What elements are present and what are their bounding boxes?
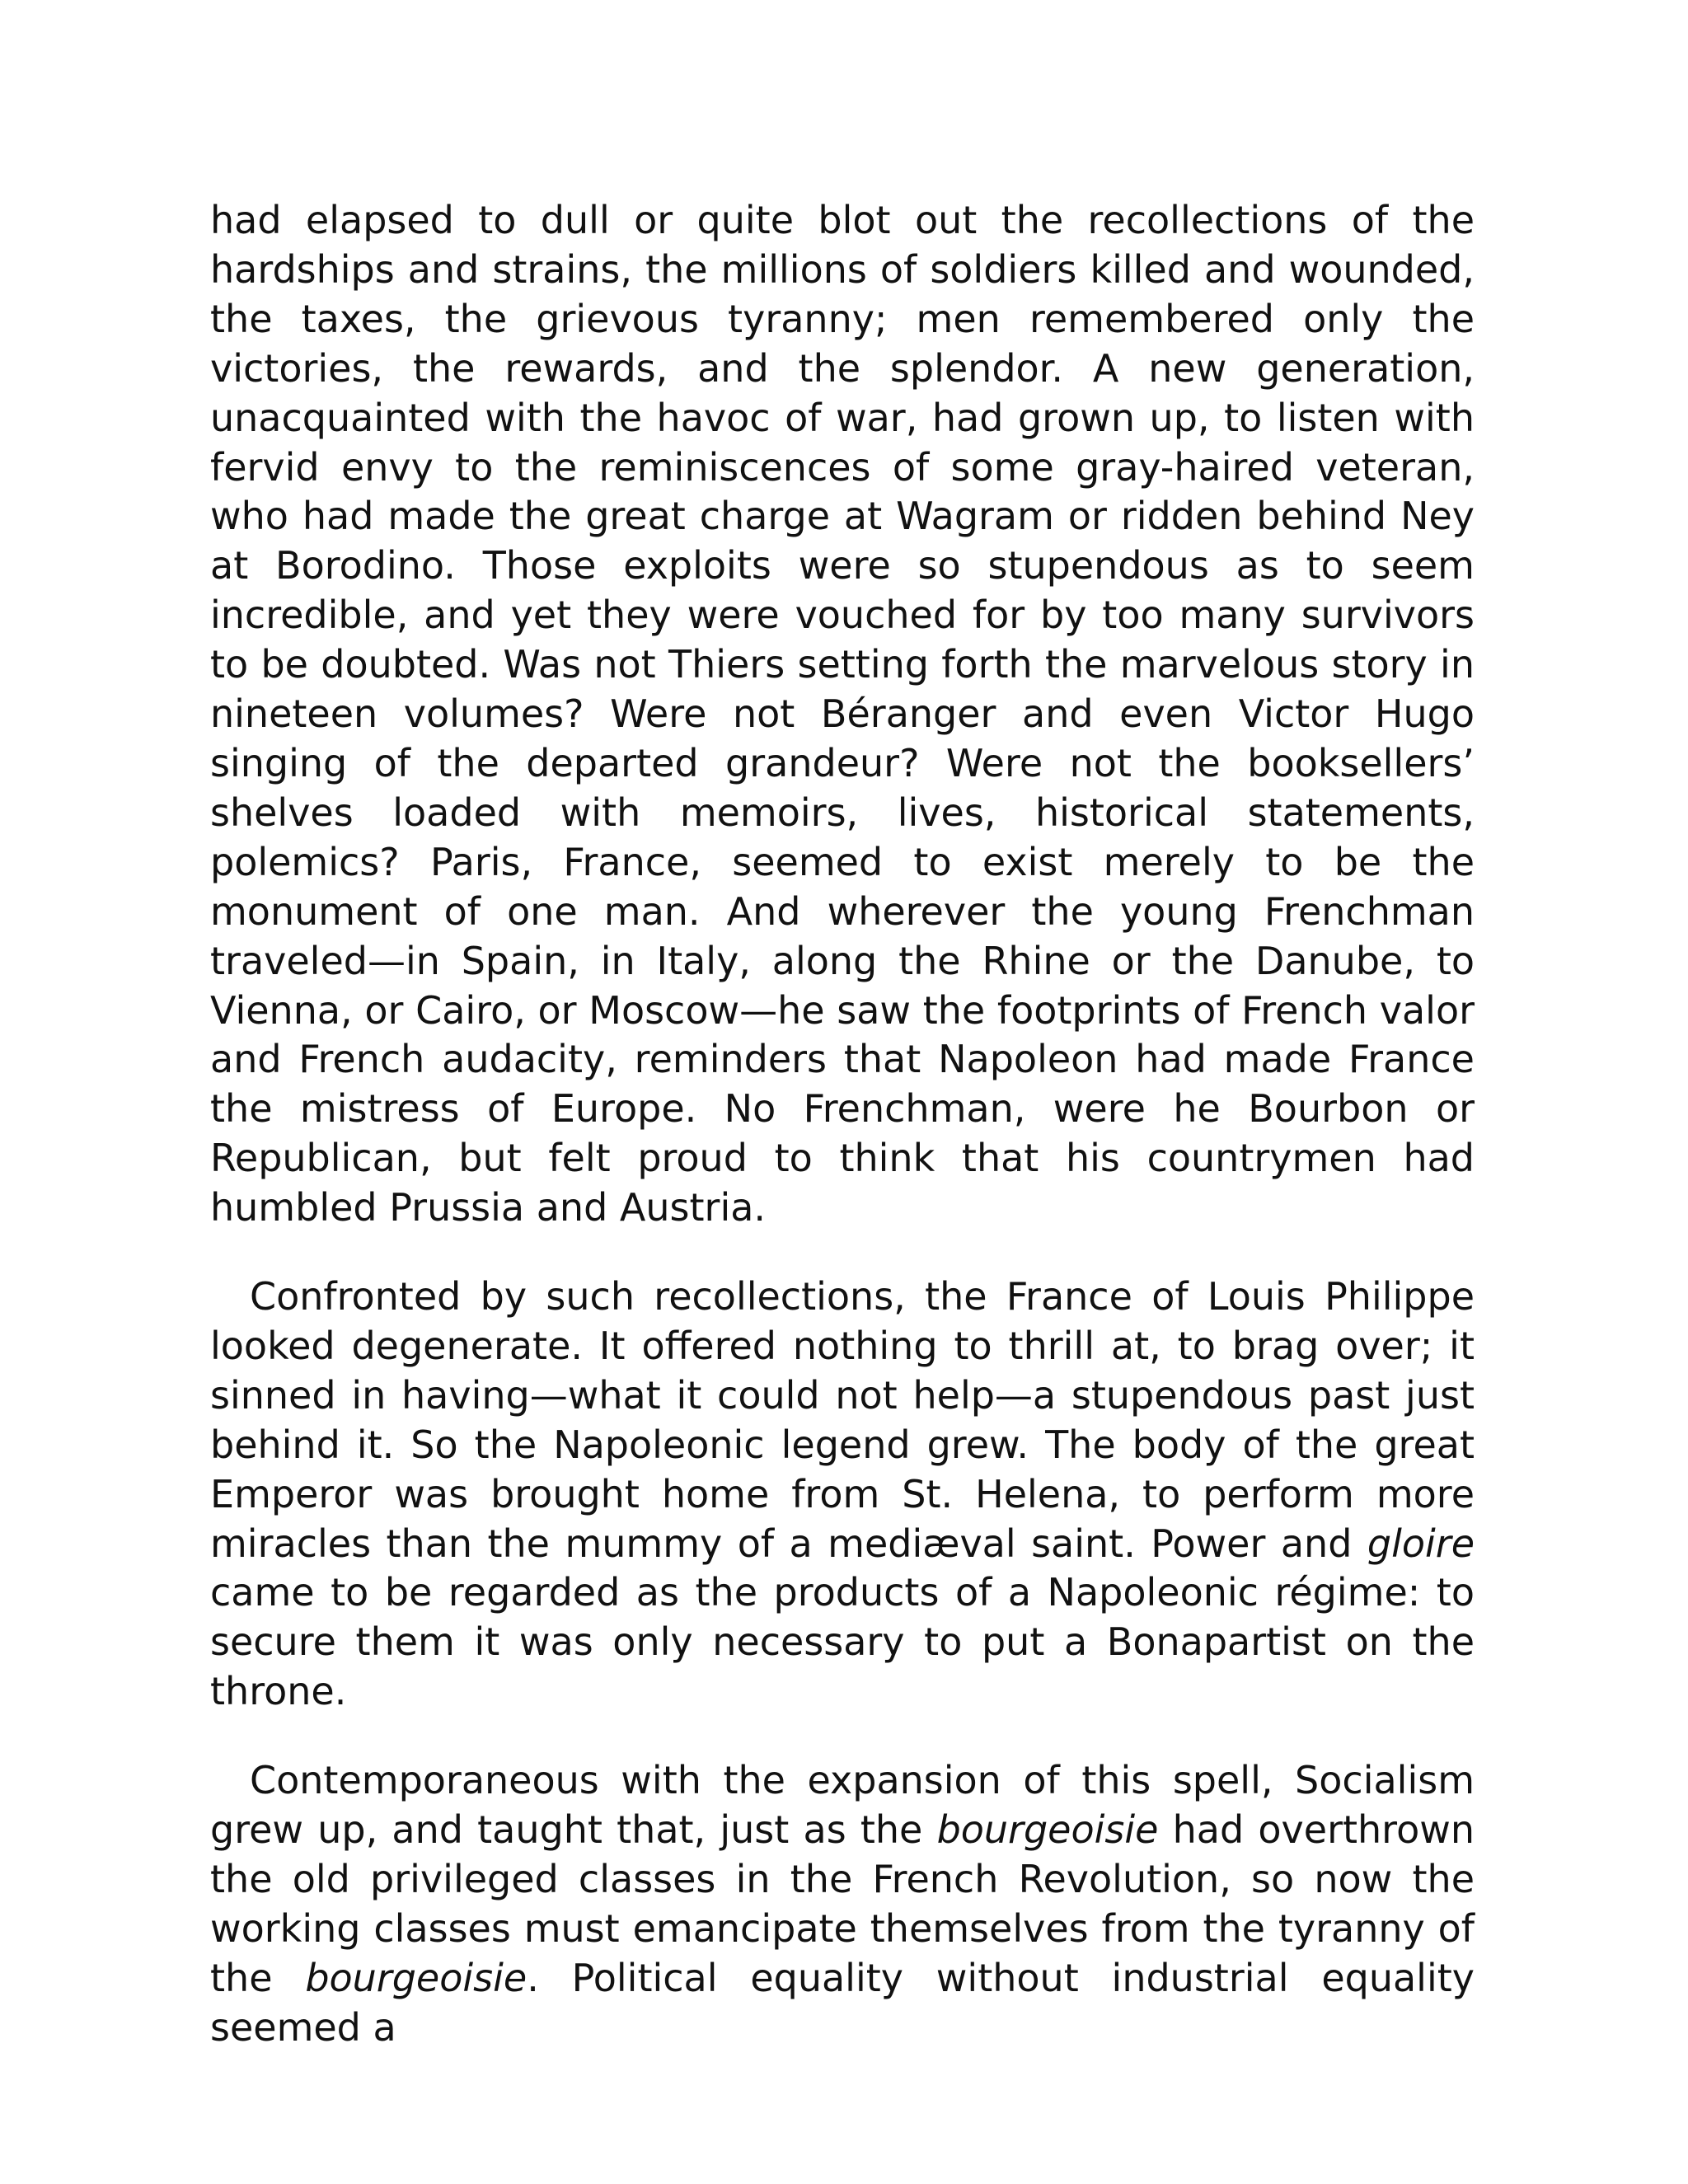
paragraph xyxy=(210,1272,1475,1717)
paragraph-text: Contemporaneous with the expansion of this spell, Socialism grew up, and taught that, just as the xyxy=(210,1758,1475,1853)
paragraph-text: . Political equality without industrial equality seemed a xyxy=(210,1955,1475,2050)
document-page xyxy=(210,196,1475,2053)
paragraph-text: had overthrown the old privileged classes in the French Revolution, so now the working classes must emancipate themselves from the tyranny of the xyxy=(210,1807,1475,2000)
italic-term: bourgeoisie xyxy=(936,1807,1159,1853)
paragraph xyxy=(210,1756,1475,2052)
italic-term: gloire xyxy=(1367,1521,1475,1566)
paragraph-text: Confronted by such recollections, the France of Louis Philippe looked degenerate. It offered nothing to thrill at, to brag over; it sinned in having—what it could not help—a stupendous past just behind it. So the Napoleonic legend grew. The body of the great Emperor was brought home from St. Helena, to perform more miracles than the mummy of a mediæval saint. Power and xyxy=(210,1274,1475,1566)
paragraph-text: had elapsed to dull or quite blot out the recollections of the hardships and strains, the millions of soldiers killed and wounded, the taxes, the grievous tyranny; men remembered only the victories, the rewards, and the splendor. A new generation, unacquainted with the havoc of war, had grown up, to listen with fervid envy to the reminiscences of some gray-haired veteran, who had made the great charge at Wagram or ridden behind Ney at Borodino. Those exploits were so stupendous as to seem incredible, and yet they were vouched for by too many survivors to be doubted. Was not Thiers setting forth the marvelous story in nineteen volumes? Were not Béranger and even Victor Hugo singing of the departed grandeur? Were not the booksellers’ shelves loaded with memoirs, lives, historical statements, polemics? Paris, France, seemed to exist merely to be the monument of one man. And wherever the young Frenchman traveled—in Spain, in Italy, along the Rhine or the Danube, to Vienna, or Cairo, or Moscow—he saw the footprints of French valor and French audacity, reminders that Napoleon had made France the mistress of Europe. No Frenchman, were he Bourbon or Republican, but felt proud to think that his countrymen had humbled Prussia and Austria. xyxy=(210,198,1475,1230)
paragraph xyxy=(210,196,1475,1233)
paragraph-text: came to be regarded as the products of a Napoleonic régime: to secure them it was only necessary to put a Bonapartist on the throne. xyxy=(210,1570,1475,1714)
italic-term: bourgeoisie xyxy=(305,1955,528,2000)
